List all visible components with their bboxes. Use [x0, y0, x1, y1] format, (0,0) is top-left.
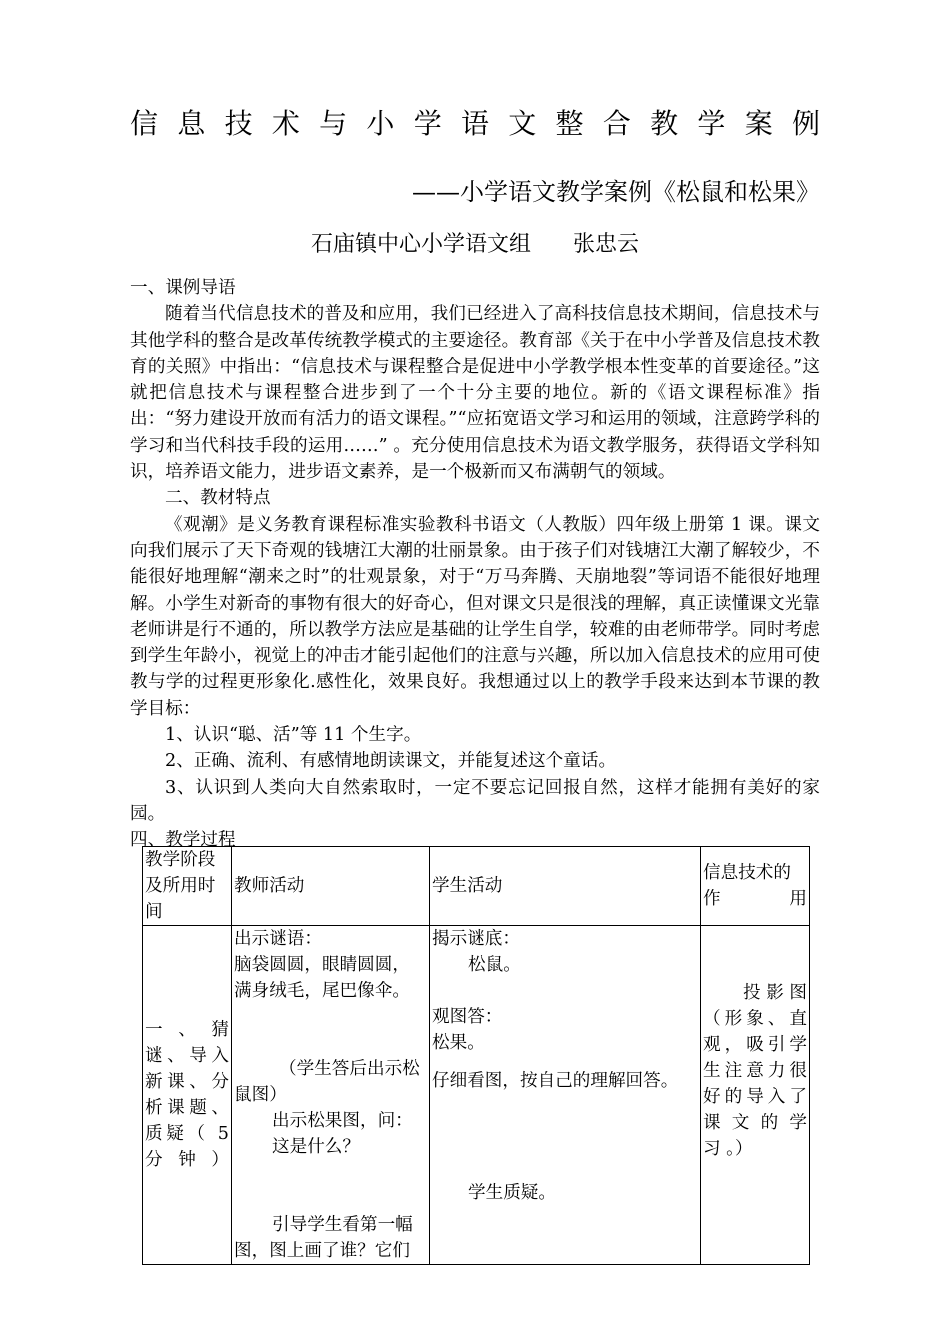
- table-row: [143, 926, 810, 1265]
- header-teacher: 教师活动: [232, 847, 430, 926]
- reveal-text: 松鼠。: [468, 955, 521, 975]
- header-tech: 信息技术的作用: [701, 847, 810, 926]
- goal-item: 3、认识到人类向大自然索取时，一定不要忘记回报自然，这样才能拥有美好的家园。: [130, 777, 820, 824]
- header-student: 学生活动: [430, 847, 701, 926]
- goal-item: 2、正确、流利、有感情地朗读课文，并能复述这个童话。: [165, 751, 617, 772]
- teacher-cell: [232, 926, 430, 1265]
- author-line: 石庙镇中心小学语文组 张忠云: [311, 232, 639, 257]
- process-heading: 四、教学过程: [130, 830, 236, 851]
- header-stage: 教学阶段及所用时间: [143, 847, 232, 926]
- observe-text: 松果。: [432, 1033, 485, 1053]
- tech-cell: [701, 926, 810, 1265]
- intro-heading: 一、课例导语: [130, 278, 236, 298]
- table-header-row: [143, 847, 810, 926]
- riddle-label: 出示谜语：: [234, 929, 322, 949]
- look-text: 仔细看图，按自己的理解回答。: [432, 1071, 679, 1091]
- reveal-label: 揭示谜底：: [432, 929, 520, 949]
- features-paragraph: 《观潮》是义务教育课程标准实验教科书语文（人教版）四年级上册第 1 课。课文向我们展示了天下奇观的钱塘江大潮的壮丽景象。由于孩子们对钱塘江大潮了解较少，不能很好地理解“潮来之时”的壮观景象，对于“万马奔腾、天崩地裂”等词语不能很好地理解。小学生对新奇的事物有很大的好奇心，但对课文只是很浅的理解，真正读懂课文光靠老师讲是行不通的，所以教学方法应是基础的让学生自学，较难的由老师带学。同时考虑到学生年龄小，视觉上的冲击才能引起他们的注意与兴趣，所以加入信息技术的应用可使教与学的过程更形象化.感性化，效果良好。我想通过以上的教学手段来达到本节课的教学目标：: [130, 514, 820, 719]
- document-subtitle: ——小学语文教学案例《松鼠和松果》: [412, 178, 820, 206]
- observe-label: 观图答：: [432, 1007, 503, 1027]
- stage-text: 一 、 猜谜、导入新课、分析课题、质疑（ 5分钟）: [145, 1020, 229, 1170]
- stage-cell: [143, 926, 232, 1265]
- body-content: [130, 275, 820, 854]
- goal-item: 1、认识“聪、活”等 11 个生字。: [165, 725, 422, 746]
- document-title: 信息技术与小学语文整合教学案例: [130, 107, 820, 140]
- show-squirrel: （学生答后出示松鼠图）: [234, 1059, 420, 1105]
- tech-text: 投影图（形象、直观，吸引学生注意力很好的导入了课 文 的 学习 。）: [703, 983, 807, 1159]
- intro-paragraph: 随着当代信息技术的普及和应用，我们已经进入了高科技信息技术期间，信息技术与其他学科的整合是改革传统教学模式的主要途径。教育部《关于在中小学普及信息技术教育的关照》中指出：“信息技术与课程整合是促进中小学教学根本性变革的首要途径。”这就把信息技术与课程整合进步到了一个十分主要的地位。新的《语文课程标准》指出：“努力建设开放而有活力的语文课程。”“应拓宽语文学习和运用的领域，注意跨学科的学习和当代科技手段的运用……” 。充分使用信息技术为语文教学服务，获得语文学科知识，培养语文能力，进步语文素养，是一个极新而又布满朝气的领域。: [130, 304, 820, 483]
- guide-text: 引导学生看第一幅图，图上画了谁？它们: [234, 1215, 413, 1261]
- question-text: 学生质疑。: [468, 1183, 556, 1203]
- features-heading: 二、教材特点: [165, 488, 271, 509]
- show-pinecone: 出示松果图，问：这是什么？: [272, 1111, 413, 1157]
- student-cell: [430, 926, 701, 1265]
- riddle-text: 脑袋圆圆，眼睛圆圆，满身绒毛，尾巴像伞。: [234, 955, 410, 1001]
- lesson-process-table: [142, 846, 810, 1265]
